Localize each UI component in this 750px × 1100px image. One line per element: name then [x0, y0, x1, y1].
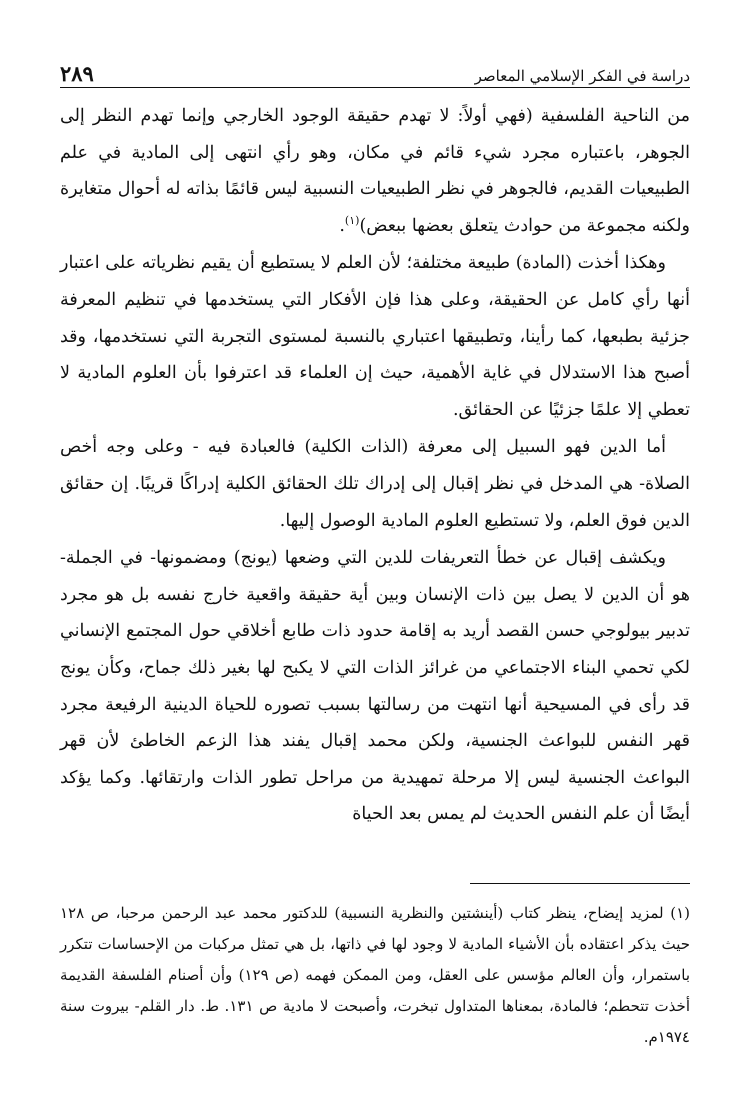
running-title: دراسة في الفكر الإسلامي المعاصر: [474, 67, 690, 85]
header-rule: [60, 87, 690, 88]
paragraph-1-text: من الناحية الفلسفية (فهي أولاً: لا تهدم حقيقة الوجود الخارجي وإنما تهدم النظر إلى الجوهر، باعتباره مجرد شيء قائم في مكان، وهو رأي انتهى إلى المادية في علم الطبيعيات القديم، فالجوهر في نظر الطبيعيات النسبية ليس قائمًا بذاته له أحوال متغايرة ولكنه مجموعة من حوادث يتعلق بعضها ببعض): [60, 106, 690, 236]
paragraph-4: ويكشف إقبال عن خطأ التعريفات للدين التي وضعها (يونج) ومضمونها- في الجملة- هو أن الدين لا يصل بين ذات الإنسان وبين أية حقيقة واقعية خارج نفسه بل هو مجرد تدبير بيولوجي حسن القصد أريد به إقامة حدود ذات طابع أخلاقي حول المجتمع الإنساني لكي تحمي البناء الاجتماعي من غرائز الذات التي لا يكبح لها بغير ذلك جماح، وكأن يونج قد رأى في المسيحية أنها انتهت من رسالتها بسبب تصوره للحياة الدينية الرفيعة مجرد قهر النفس للبواعث الجنسية، ولكن محمد إقبال يفند هذا الزعم الخاطئ لأن قهر البواعث الجنسية ليس إلا مرحلة تمهيدية من مراحل تطور الذات وارتقائها. وكما يؤكد أيضًا أن علم النفس الحديث لم يمس بعد الحياة: [60, 548, 690, 825]
footnote-reference[interactable]: (١): [344, 213, 360, 227]
footnotes: [60, 898, 690, 1053]
paragraph-3: أما الدين فهو السبيل إلى معرفة (الذات الكلية) فالعبادة فيه - وعلى وجه أخص الصلاة- هي المدخل في نظر إقبال إلى إدراك تلك الحقائق الكلية إدراكًا قريبًا. إن حقائق الدين فوق العلم، ولا تستطيع العلوم المادية الوصول إليها.: [60, 437, 690, 531]
page-header: [60, 56, 690, 86]
paragraph-1: [60, 98, 690, 244]
footnote-1: (١) لمزيد إيضاح، ينظر كتاب (أينشتين والنظرية النسبية) للدكتور محمد عبد الرحمن مرحبا، ص ١٢٨ حيث يذكر اعتقاده بأن الأشياء المادية لا وجود لها في ذاتها، بل هي تمثل مركبات من الإحساسات تتكرر باستمرار، وأن العالم مؤسس على العقل، ومن الممكن فهمه (ص ١٢٩) وأن أصنام الفلسفة القديمة أخذت تتحطم؛ فالمادة، بمعناها المتداول تبخرت، وأصبحت لا مادية ص ١٣١. ط. دار القلم- بيروت سنة ١٩٧٤م.: [60, 904, 691, 1046]
footnote-separator: [470, 883, 690, 884]
body-text: [60, 98, 690, 834]
paragraph-1-end: .: [339, 215, 345, 236]
page-number: ٢٨٩: [60, 61, 94, 86]
paragraph-2: وهكذا أخذت (المادة) طبيعة مختلفة؛ لأن العلم لا يستطيع أن يقيم نظرياته على اعتبار أنها رأي كامل عن الحقيقة، وعلى هذا فإن الأفكار التي يستخدمها في تنظيم المعرفة جزئية بطبعها، كما رأينا، وتطبيقها اعتباري بالنسبة لمستوى التجربة التي نستخدمها، وقد أصبح هذا الاستدلال في غاية الأهمية، حيث إن العلماء قد اعترفوا بأن العلوم المادية لا تعطي إلا علمًا جزئيًا عن الحقائق.: [60, 253, 690, 420]
